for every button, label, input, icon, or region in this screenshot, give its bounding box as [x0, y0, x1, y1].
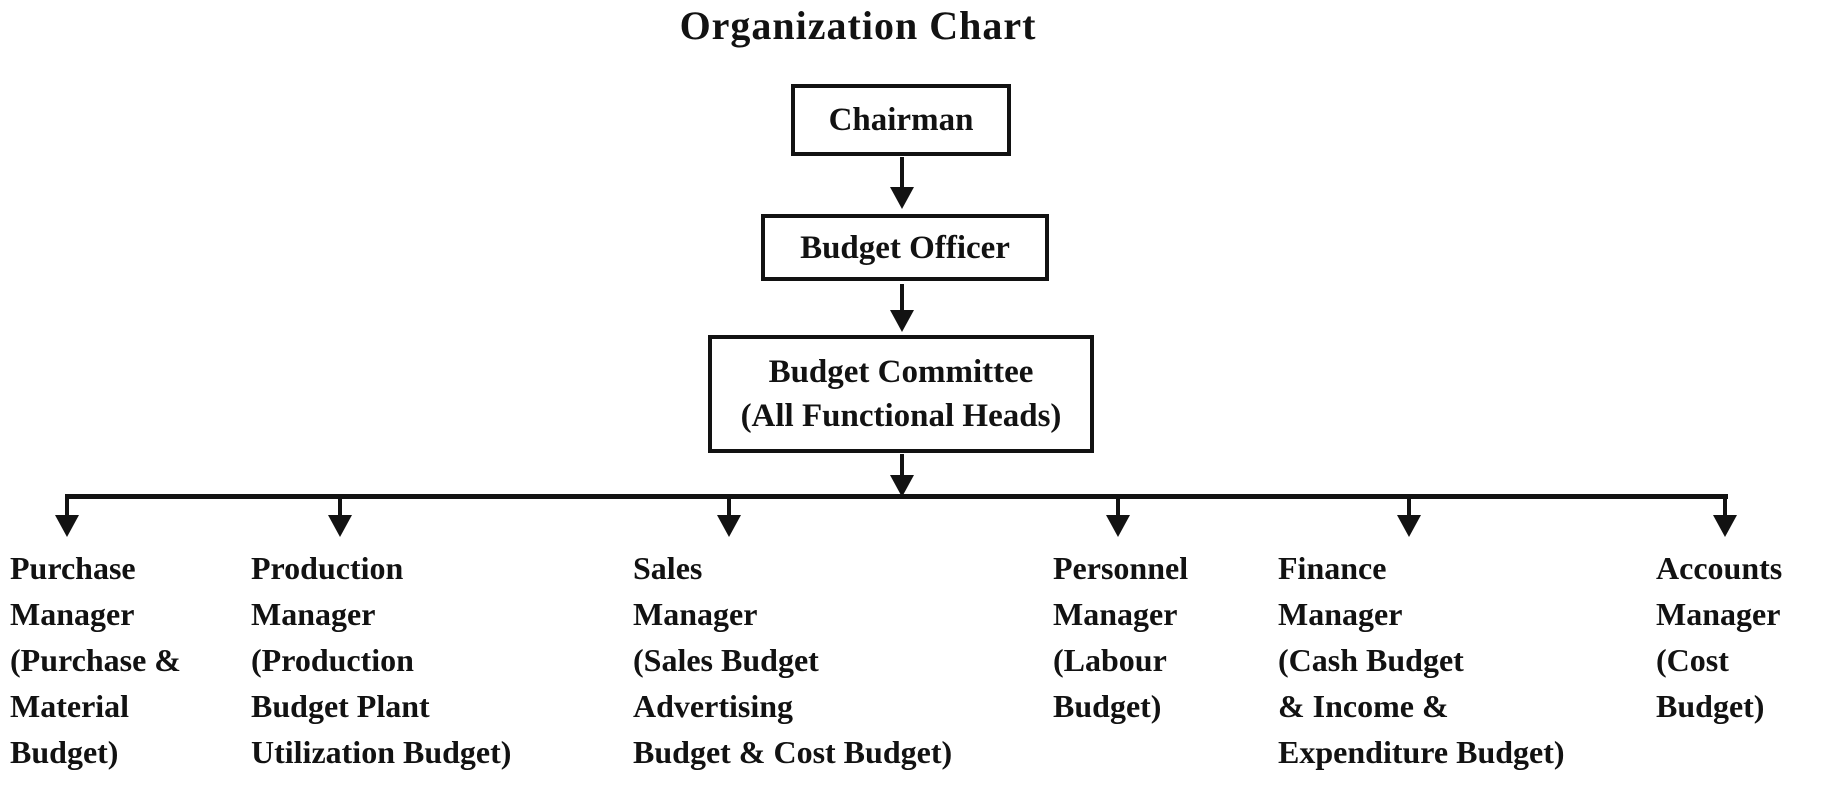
chairman-box [791, 84, 1011, 156]
budget-officer-label: Budget Officer [800, 229, 1010, 266]
branch-production-manager [251, 545, 511, 775]
arrow-head [1713, 515, 1737, 537]
branch-line-text: Purchase [10, 550, 136, 586]
chairman-label: Chairman [828, 102, 974, 138]
down-arrow-icon [328, 496, 352, 537]
branch-personnel-manager [1053, 545, 1188, 729]
branch-purchase-manager [10, 545, 181, 775]
branch-line-text: Advertising [633, 688, 793, 724]
budget-committee-label-line2: (All Functional Heads) [740, 398, 1062, 434]
arrow-head [717, 515, 741, 537]
branch-line-text: (Cost [1656, 642, 1729, 678]
branch-accounts-manager [1656, 545, 1782, 729]
branch-line-text: Production [251, 550, 404, 586]
arrow-head [1397, 515, 1421, 537]
branch-line-text: Budget & Cost Budget) [633, 734, 953, 770]
branch-line-text: Material [10, 688, 130, 724]
branch-line-text: Manager [1656, 596, 1781, 632]
branch-line-text: Manager [1278, 596, 1403, 632]
down-arrow-icon [55, 496, 79, 537]
down-arrow-icon [890, 284, 914, 332]
budget-committee-box [708, 335, 1094, 453]
branch-sales-manager [633, 545, 952, 775]
down-arrow-icon [717, 496, 741, 537]
branch-line-text: Manager [633, 596, 758, 632]
branch-line-text: Accounts [1656, 550, 1783, 586]
branch-line-text: Budget Plant [251, 688, 430, 724]
branch-line-text: (Purchase & [10, 642, 181, 678]
arrow-head [328, 515, 352, 537]
branch-line-text: & Income & [1278, 688, 1449, 724]
branch-line-text: Budget) [1053, 688, 1162, 724]
branch-line-text: Manager [251, 596, 376, 632]
down-arrow-icon [1106, 496, 1130, 537]
branch-line-text: Sales [633, 550, 703, 586]
down-arrow-icon [1397, 496, 1421, 537]
branch-line-text: (Production [251, 642, 414, 678]
branch-line-text: Budget) [1656, 688, 1765, 724]
arrow-head [1106, 515, 1130, 537]
budget-committee-label-line1: Budget Committee [768, 354, 1034, 390]
branch-line-text: Finance [1278, 550, 1387, 586]
branch-line-text: Budget) [10, 734, 119, 770]
branch-line-text: (Labour [1053, 642, 1167, 678]
arrow-head [55, 515, 79, 537]
branch-line-text: Expenditure Budget) [1278, 734, 1565, 770]
down-arrow-icon [1713, 496, 1737, 537]
chart-title: Organization Chart [679, 3, 1037, 48]
branch-line-text: Manager [1053, 596, 1178, 632]
arrow-head [890, 310, 914, 332]
arrow-head [890, 187, 914, 209]
down-arrow-icon [890, 157, 914, 209]
down-arrow-icon [890, 454, 914, 497]
branch-finance-manager [1278, 545, 1565, 775]
branch-line-text: Utilization Budget) [251, 734, 512, 770]
branch-line-text: (Sales Budget [633, 642, 819, 678]
branch-line-text: (Cash Budget [1278, 642, 1464, 678]
branch-line-text: Personnel [1053, 550, 1189, 586]
branch-connector-line [65, 494, 1728, 499]
budget-officer-box [761, 214, 1049, 281]
branch-line-text: Manager [10, 596, 135, 632]
